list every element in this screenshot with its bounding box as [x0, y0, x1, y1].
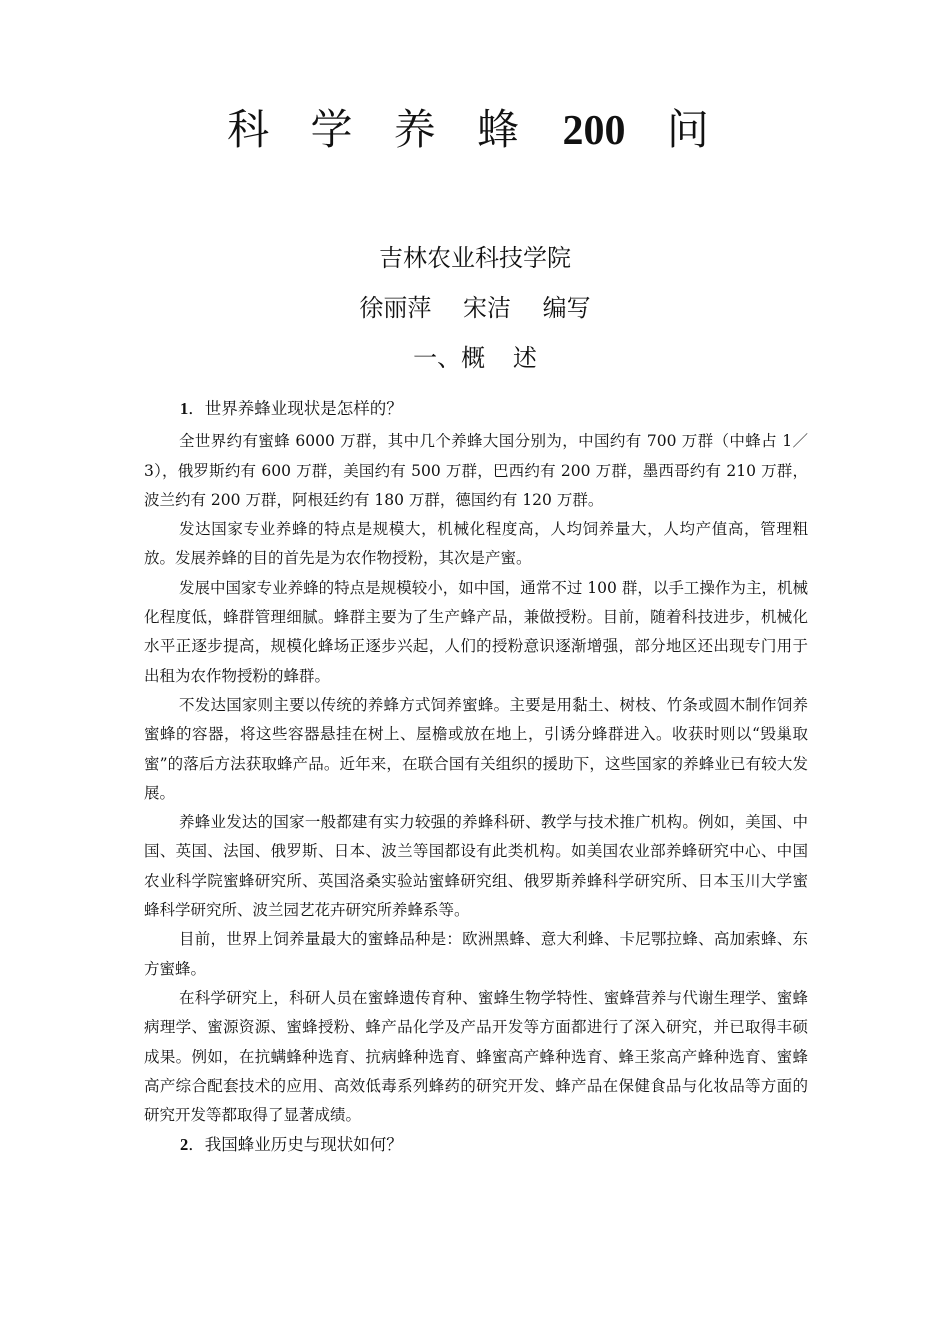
question-text: ．世界养蜂业现状是怎样的？: [188, 399, 403, 418]
body-text: [144, 394, 808, 1164]
paragraph: 不发达国家则主要以传统的养蜂方式饲养蜜蜂。主要是用黏土、树枝、竹条或圆木制作饲养蜜蜂的容器，将这些容器悬挂在树上、屋檐或放在地上，引诱分蜂群进入。收获时则以“毁巢取蜜”的落后方法获取蜂产品。近年来，在联合国有关组织的援助下，这些国家的养蜂业已有较大发展。: [144, 695, 808, 802]
author-role: 编写: [542, 294, 591, 322]
author-line: [0, 292, 950, 324]
author-2: 宋洁: [463, 294, 511, 322]
paragraph: 发达国家专业养蜂的特点是规模大，机械化程度高，人均饲养量大，人均产值高，管理粗放。发展养蜂的目的首先是为农作物授粉，其次是产蜜。: [144, 520, 808, 568]
title-text: 科 学 养 蜂: [227, 105, 534, 154]
paragraph: 全世界约有蜜蜂 6000 万群，其中几个养蜂大国分别为，中国约有 700 万群（中蜂占 1／3），俄罗斯约有 600 万群，美国约有 500 万群，巴西约有 200 万群，墨西哥约有 210 万群，波兰约有 200 万群，阿根廷约有 180 万群，德国约有 120 万群。: [144, 432, 808, 509]
title-number: 200: [562, 108, 626, 154]
paragraph: 在科学研究上，科研人员在蜜蜂遗传育种、蜜蜂生物学特性、蜜蜂营养与代谢生理学、蜜蜂病理学、蜜源资源、蜜蜂授粉、蜂产品化学及产品开发等方面都进行了深入研究，并已取得丰硕成果。例如，在抗螨蜂种选育、抗病蜂种选育、蜂蜜高产蜂种选育、蜂王浆高产蜂种选育、蜜蜂高产综合配套技术的应用、高效低毒系列蜂药的研究开发、蜂产品在保健食品与化妆品等方面的研究开发等都取得了显著成绩。: [144, 988, 808, 1125]
section-number: 一、概: [413, 344, 486, 372]
section-heading: [0, 342, 950, 374]
question-number: 2: [180, 1135, 189, 1155]
title-suffix: 问: [666, 105, 723, 154]
paragraph: 目前，世界上饲养量最大的蜜蜂品种是：欧洲黑蜂、意大利蜂、卡尼鄂拉蜂、高加索蜂、东方蜜蜂。: [144, 930, 808, 978]
author-1: 徐丽萍: [359, 294, 432, 322]
section-word: 述: [512, 344, 537, 372]
question-heading: [144, 394, 808, 423]
question-number: 1: [180, 399, 189, 418]
paragraph: 养蜂业发达的国家一般都建有实力较强的养蜂科研、教学与技术推广机构。例如，美国、中国、英国、法国、俄罗斯、日本、波兰等国都设有此类机构。如美国农业部养蜂研究中心、中国农业科学院蜜蜂研究所、英国洛桑实验站蜜蜂研究组、俄罗斯养蜂科学研究所、日本玉川大学蜜蜂科学研究所、波兰园艺花卉研究所养蜂系等。: [144, 813, 808, 920]
paragraph: 发展中国家专业养蜂的特点是规模较小，如中国，通常不过 100 群，以手工操作为主，机械化程度低，蜂群管理细腻。蜂群主要为了生产蜂产品，兼做授粉。目前，随着科技进步，机械化水平正逐步提高，规模化蜂场正逐步兴起，人们的授粉意识逐渐增强，部分地区还出现专门用于出租为农作物授粉的蜂群。: [144, 578, 808, 685]
institute-name: 吉林农业科技学院: [379, 244, 571, 272]
question-text: ．我国蜂业历史与现状如何？: [188, 1135, 403, 1155]
document-title: [0, 100, 950, 161]
question-heading: [144, 1130, 808, 1159]
